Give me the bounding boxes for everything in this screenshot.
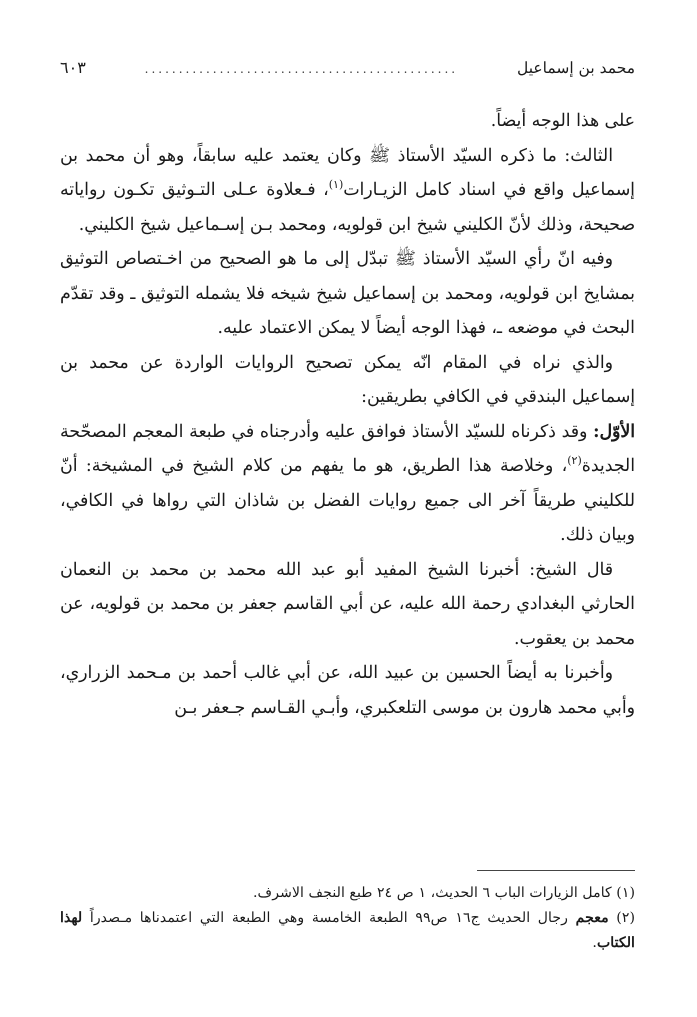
paragraph-first-method <box>60 415 635 553</box>
footnotes <box>60 881 635 956</box>
paragraph-continuation: على هذا الوجه أيضاً. <box>490 111 635 131</box>
paragraph-sheikh-quote: قال الشيخ: أخبرنا الشيخ المفيد أبو عبد الله محمد بن محمد بن النعمان الحارثي البغدادي رحمة الله عليه، عن أبي القاسم جعفر بن محمد بن قولويه، عن محمد بن يعقوب. <box>60 559 635 649</box>
text-span: ، فـعلاوة عـلى التـوثيق تكـون رواياته صحيحة، وذلك لأنّ الكليني شيخ ابن قولويه، ومحمد بـن إسـماعيل شيخ الكليني. <box>60 180 635 235</box>
footnote-2 <box>60 906 635 956</box>
text-span: الثالث: ما ذكره السيّد الأستاذ ﷺ وكان يعتمد عليه سابقاً، وهو أن محمد بن إسماعيل واقع في اسناد كامل الزيـارات <box>60 145 635 200</box>
page-number: ٦٠٣ <box>60 58 86 77</box>
text-span: وقد ذكرناه للسيّد الأستاذ فوافق عليه وأدرجناه في طبعة المعجم المصحّحة الجديدة <box>60 421 635 476</box>
book-page <box>60 0 635 1017</box>
footnote-2-end: . <box>592 935 597 951</box>
paragraph-third-reason <box>60 139 635 243</box>
footnote-2-this-book: لهذا الكتاب <box>60 910 635 951</box>
footnote-divider <box>477 870 635 871</box>
text-span: ، وخلاصة هذا الطريق، هو ما يفهم من كلام الشيخ في المشيخة: أنّ للكليني طريقاً آخر الى جميع روايات الفضل بن شاذان التي رواها في الكافي، وبيان ذلك. <box>60 456 635 545</box>
footnote-ref-1[interactable]: (١) <box>328 178 344 192</box>
paragraph-chain-continuation: وأخبرنا به أيضاً الحسين بن عبيد الله، عن أبي غالب أحمد بن مـحمد الزراري، وأبي محمد هارون بن موسى التلعكبري، وأبـي القـاسم جـعفر بـن <box>60 663 635 718</box>
main-text <box>60 104 635 725</box>
footnote-ref-2[interactable]: (٢) <box>567 454 582 468</box>
footnote-2-text: رجال الحديث ج١٦ ص٩٩ الطبعة الخامسة وهي الطبعة التي اعتمدناها مـصدراً <box>82 910 576 926</box>
first-method-heading: الأوّل: <box>593 421 635 442</box>
header-leader-dots: .............................................. <box>144 62 459 76</box>
running-header <box>60 58 635 84</box>
footnote-1: (١) كامل الزيارات الباب ٦ الحديث، ١ ص ٢٤ طبع النجف الاشرف. <box>253 885 635 901</box>
paragraph-objection: وفيه انّ رأي السيّد الأستاذ ﷺ تبدّل إلى ما هو الصحيح من اخـتصاص التوثيق بمشايخ ابن قولويه، ومحمد بن إسماعيل شيخ شيخه فلا يشمله التوثيق ـ وقد تقدّم البحث في موضعه ـ، فهذا الوجه أيضاً لا يمكن الاعتماد عليه. <box>60 249 635 338</box>
running-title: محمد بن إسماعيل <box>516 59 635 77</box>
footnote-2-number: (٢) <box>608 910 635 926</box>
footnote-2-book-title: معجم <box>575 910 609 926</box>
paragraph-opinion: والذي نراه في المقام انّه يمكن تصحيح الروايات الواردة عن محمد بن إسماعيل البندقي في الكافي بطريقين: <box>60 352 635 407</box>
